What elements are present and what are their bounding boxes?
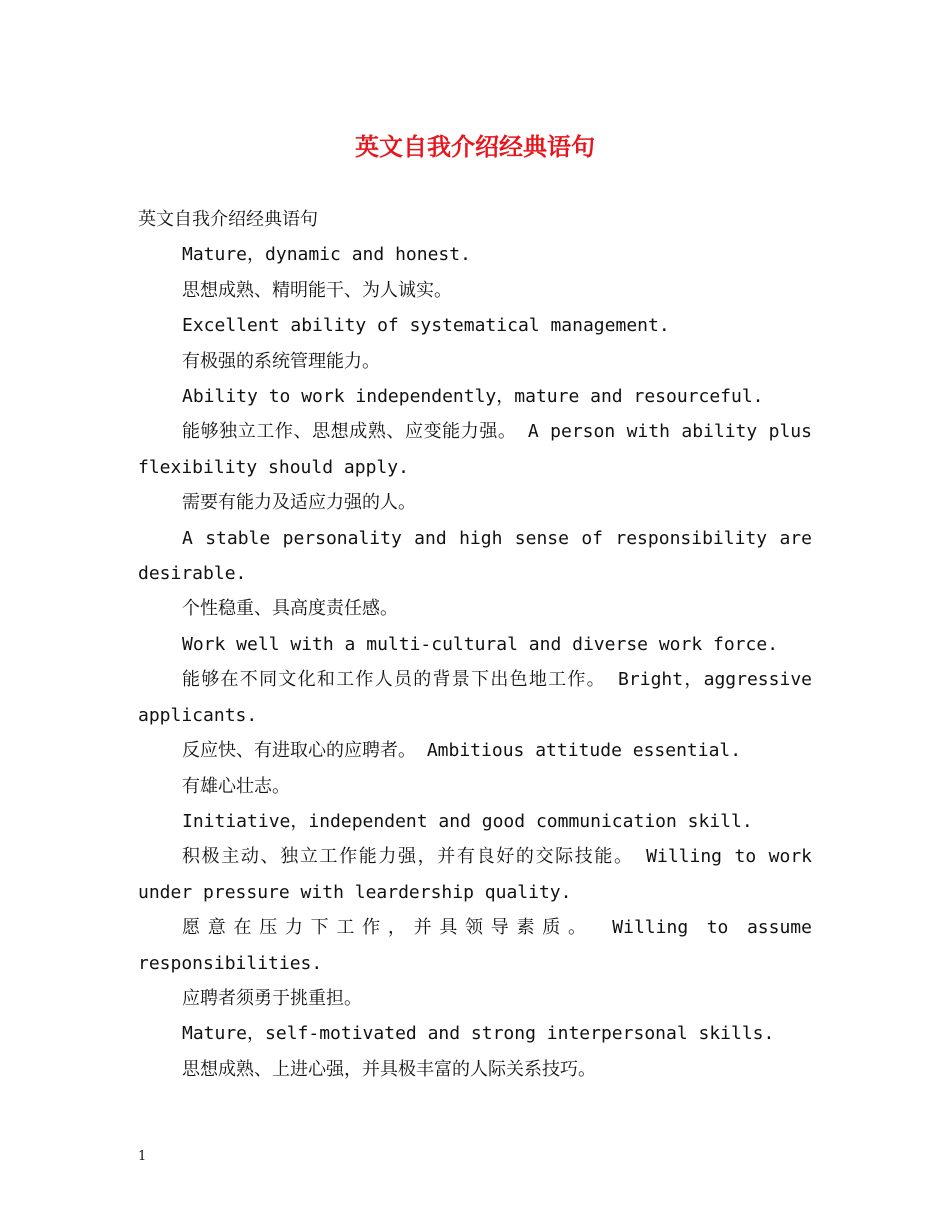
paragraph: 应聘者须勇于挑重担。 — [182, 987, 362, 1009]
paragraph: Mature，self-motivated and strong interpersonal skills. — [182, 1023, 775, 1045]
paragraph: 个性稳重、具高度责任感。 — [182, 598, 398, 620]
paragraph: 思想成熟、上进心强，并具极丰富的人际关系技巧。 — [182, 1058, 596, 1080]
document-body — [138, 202, 812, 1087]
paragraph: 反应快、有进取心的应聘者。 Ambitious attitude essential. — [182, 740, 742, 762]
paragraph-heading: 英文自我介绍经典语句 — [138, 209, 318, 230]
page-number: 1 — [138, 1149, 147, 1164]
paragraph: Excellent ability of systematical management. — [182, 315, 670, 337]
paragraph: 能够独立工作、思想成熟、应变能力强。 A person with ability plus flexibility should apply. — [138, 421, 812, 478]
paragraph: 愿意在压力下工作，并具领导素质。 Willing to assume responsibilities. — [138, 917, 812, 974]
paragraph: 积极主动、独立工作能力强，并有良好的交际技能。 Willing to work under pressure with leardership quality. — [138, 846, 812, 903]
document-title: 英文自我介绍经典语句 — [355, 132, 595, 161]
paragraph: 需要有能力及适应力强的人。 — [182, 492, 416, 514]
paragraph: Initiative，independent and good communication skill. — [182, 810, 753, 832]
paragraph: 有雄心壮志。 — [182, 775, 290, 797]
paragraph: Mature，dynamic and honest. — [182, 244, 471, 266]
paragraph: A stable personality and high sense of responsibility are desirable. — [138, 527, 812, 585]
paragraph: 能够在不同文化和工作人员的背景下出色地工作。 Bright，aggressive applicants. — [138, 669, 812, 726]
paragraph: Work well with a multi-cultural and diverse work force. — [182, 633, 779, 655]
paragraph: 有极强的系统管理能力。 — [182, 350, 380, 372]
paragraph: Ability to work independently，mature and resourceful. — [182, 386, 764, 408]
paragraph: 思想成熟、精明能干、为人诚实。 — [182, 279, 452, 301]
